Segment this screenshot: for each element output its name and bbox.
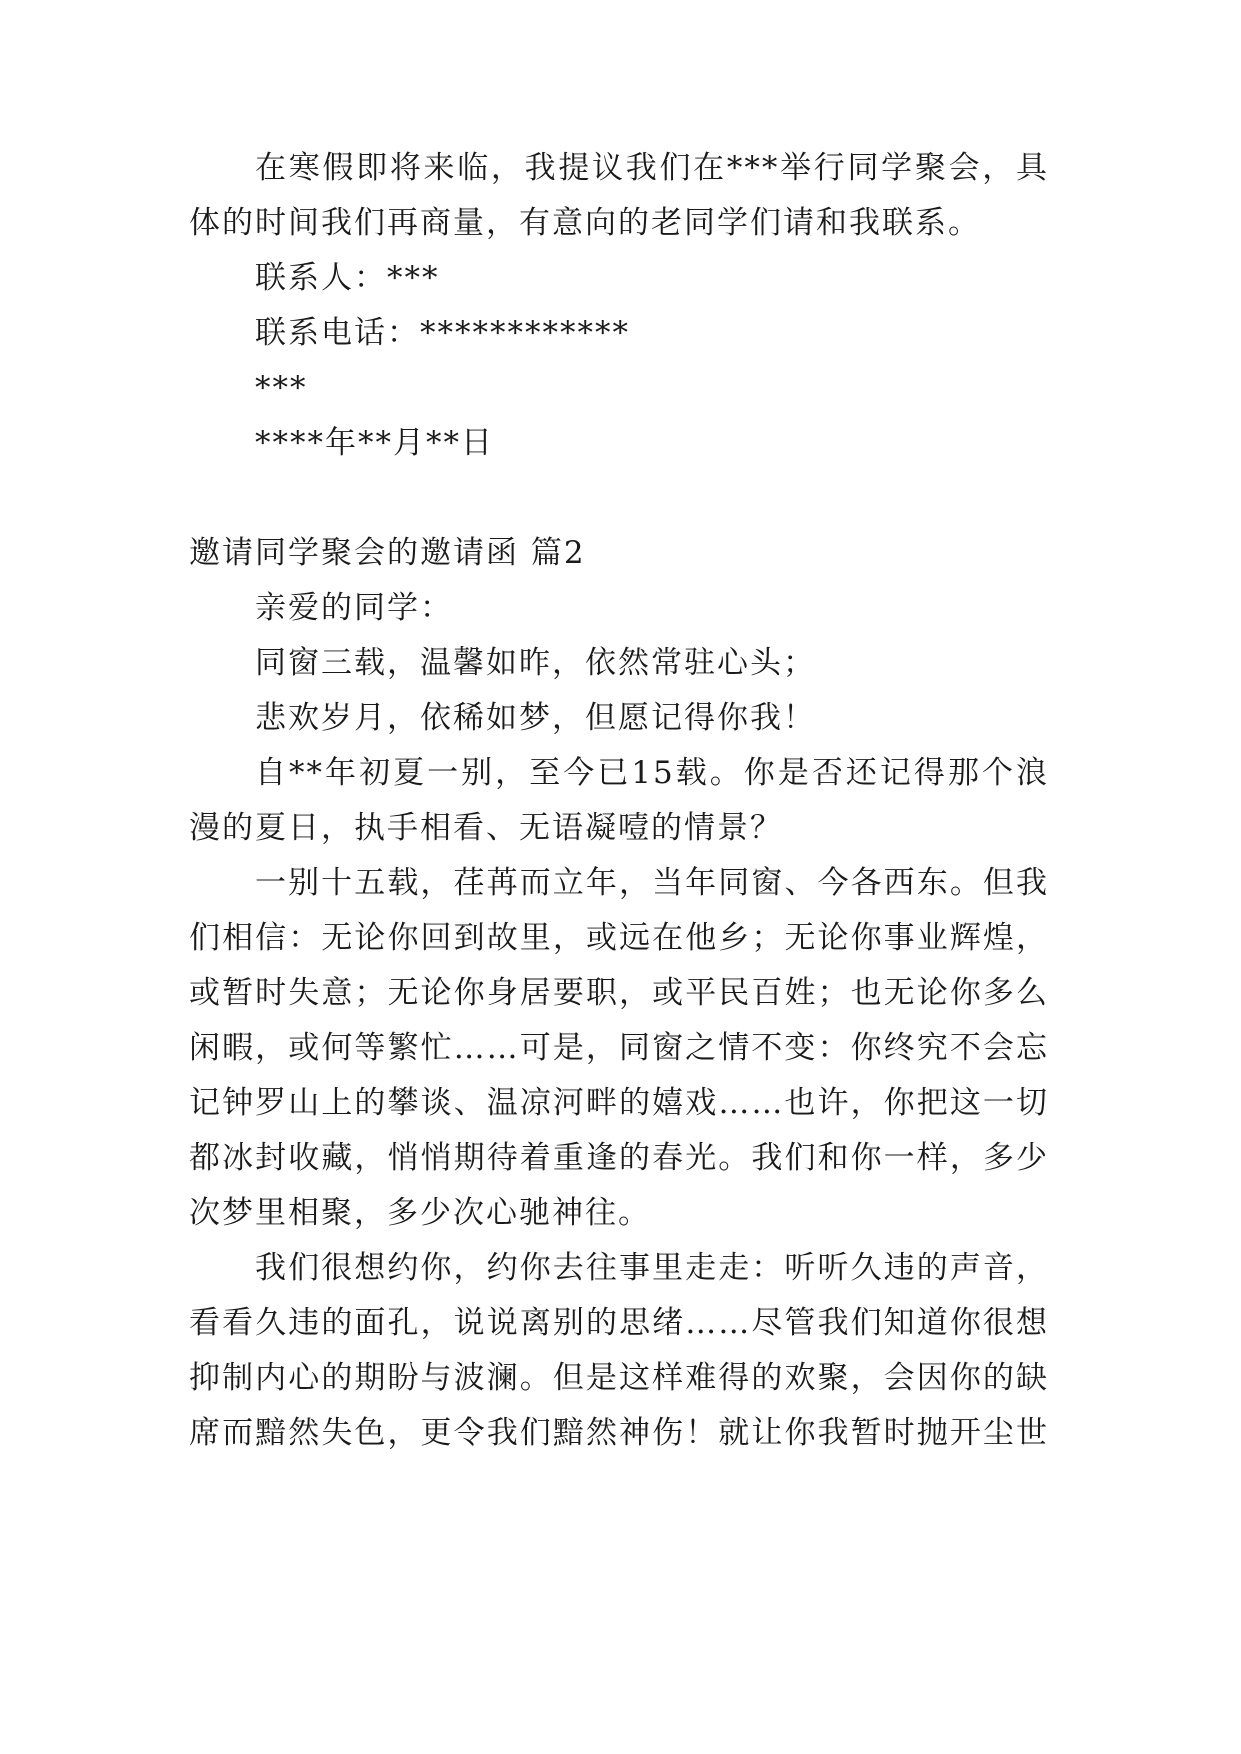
verse-line: 悲欢岁月，依稀如梦，但愿记得你我！ bbox=[255, 700, 816, 736]
paragraph-line: 看看久违的面孔，说说离别的思绪……尽管我们知道你很想 bbox=[189, 1305, 1049, 1341]
paragraph-line: 记钟罗山上的攀谈、温凉河畔的嬉戏……也许，你把这一切 bbox=[189, 1085, 1049, 1121]
date: ****年**月**日 bbox=[255, 425, 494, 461]
paragraph-line: 我们很想约你，约你去往事里走走：听听久违的声音， bbox=[255, 1250, 1049, 1286]
paragraph-line: 都冰封收藏，悄悄期待着重逢的春光。我们和你一样，多少 bbox=[189, 1140, 1049, 1176]
section-heading: 邀请同学聚会的邀请函 篇2 bbox=[189, 535, 586, 571]
paragraph-line: 或暂时失意；无论你身居要职，或平民百姓；也无论你多么 bbox=[189, 975, 1049, 1011]
paragraph-line: 漫的夏日，执手相看、无语凝噎的情景？ bbox=[189, 810, 783, 846]
paragraph-line: 自**年初夏一别，至今已15载。你是否还记得那个浪 bbox=[255, 755, 1049, 791]
salutation: 亲爱的同学： bbox=[255, 590, 453, 626]
signature: *** bbox=[255, 370, 308, 406]
paragraph-line: 次梦里相聚，多少次心驰神往。 bbox=[189, 1195, 651, 1231]
paragraph-line: 体的时间我们再商量，有意向的老同学们请和我联系。 bbox=[189, 205, 981, 241]
paragraph-line: 们相信：无论你回到故里，或远在他乡；无论你事业辉煌， bbox=[189, 920, 1049, 956]
paragraph-line: 席而黯然失色，更令我们黯然神伤！就让你我暂时抛开尘世 bbox=[189, 1415, 1049, 1451]
paragraph-line: 一别十五载，荏苒而立年，当年同窗、今各西东。但我 bbox=[255, 865, 1049, 901]
paragraph-line: 闲暇，或何等繁忙……可是，同窗之情不变：你终究不会忘 bbox=[189, 1030, 1049, 1066]
contact-person: 联系人：*** bbox=[255, 260, 440, 296]
paragraph-line: 在寒假即将来临，我提议我们在***举行同学聚会，具 bbox=[255, 150, 1049, 186]
paragraph-line: 抑制内心的期盼与波澜。但是这样难得的欢聚，会因你的缺 bbox=[189, 1360, 1049, 1396]
contact-phone: 联系电话：************ bbox=[255, 315, 630, 351]
verse-line: 同窗三载，温馨如昨，依然常驻心头； bbox=[255, 645, 816, 681]
